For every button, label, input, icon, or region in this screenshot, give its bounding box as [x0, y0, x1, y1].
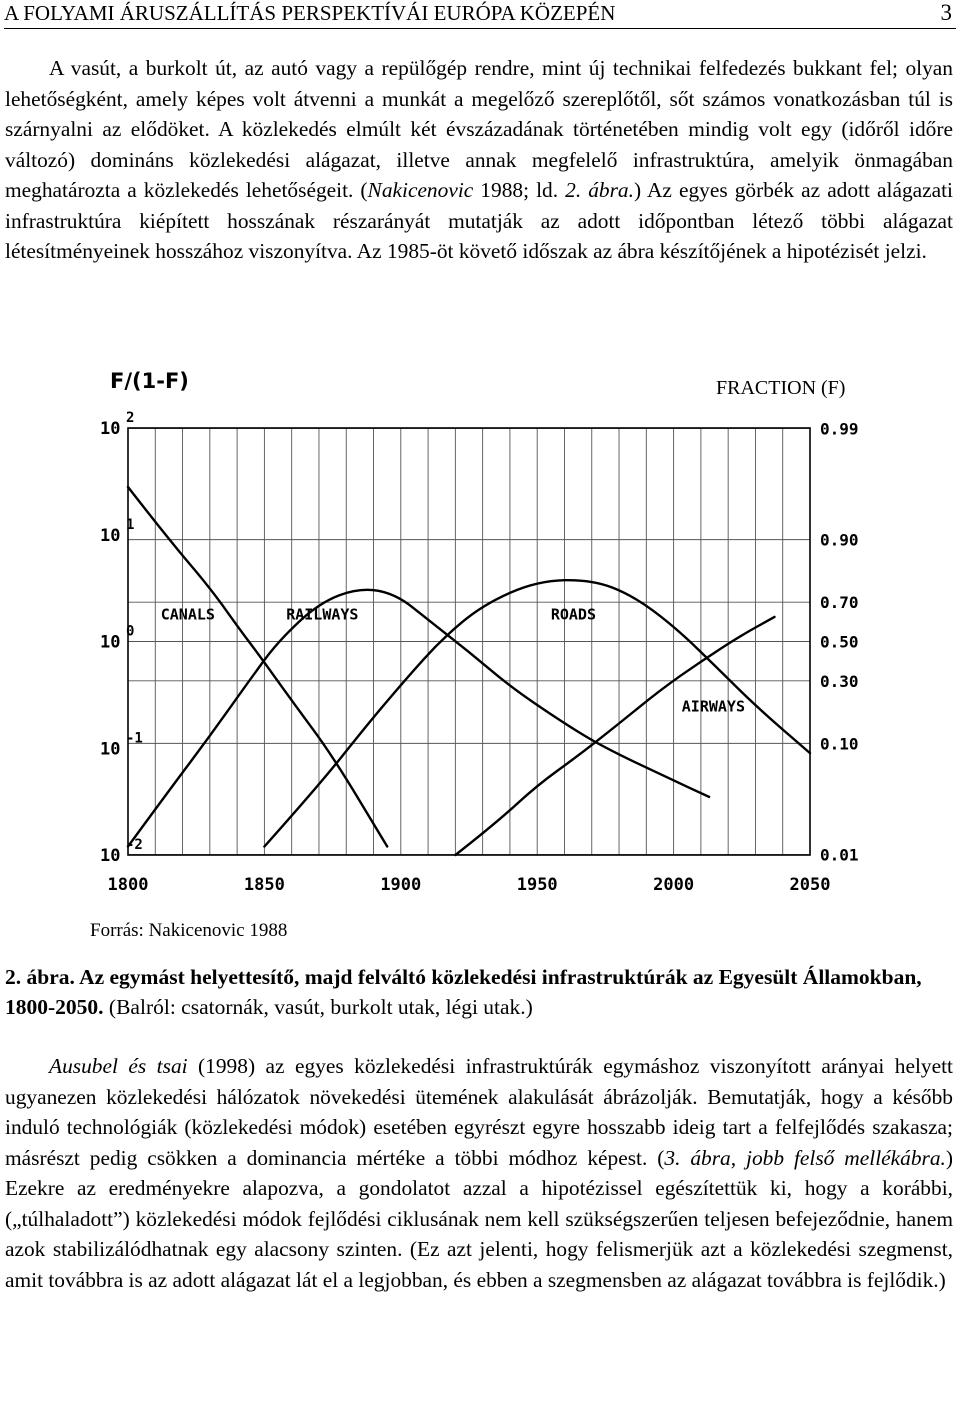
figure-reference: 2. ábra.	[565, 178, 634, 202]
y-tick-label-right: 0.01	[820, 845, 859, 865]
y-tick-exponent: 2	[126, 410, 135, 426]
y-tick-label-right: 0.50	[820, 632, 859, 652]
paragraph-text: 1988; ld.	[473, 178, 566, 202]
x-tick-label: 1900	[380, 875, 422, 895]
series-railways	[128, 590, 709, 847]
paragraph-text: ) Ezekre az eredményekre alapozva, a gondolatot azzal a hipotézissel egészítettük ki, hogy a korábbi, („túlhaladott”) közlekedési módok fejlődési ciklusának nem kell szükségszerűen teljesen befejeződnie, hanem azok stabilizálódhatnak egy alacsony szinten. (Ez azt jelenti, hogy felismerjük azt a közlekedési szegmenst, amit továbbra is az adott alágazat lát el a legjobban, és ebben a szegmensben az alágazat továbbra is fejlődik.)	[5, 1145, 954, 1292]
y-tick-label-right: 0.99	[820, 419, 859, 439]
x-tick-label: 1850	[243, 875, 285, 895]
running-header	[4, 0, 956, 29]
left-axis-title: F/(1-F)	[110, 369, 189, 393]
paragraph-text: (1998) az egyes közlekedési infrastruktúrák egymáshoz viszonyított arányai helyett ugyanezen közlekedési hálózatok növekedési ütemének alakulását ábrázolják. Bemutatják, hogy a később induló technológiák (közlekedési módok) esetében egyrészt egyre hosszabb ideig tart a felfejlődés szakasza; másrészt pedig csökken a dominancia mértéke a többi módhoz képest. (	[5, 1054, 953, 1170]
paragraph-text: ) Az egyes görbék az adott alágazati infrastruktúra kiépített hosszának részarányát mutatják az adott időpontban létező többi alágazat létesítményeinek hosszához viszonyítva. Az 1985-öt követő időszak az ábra készítőjének a hipotézisét jelzi.	[5, 178, 954, 263]
caption-title: 2. ábra. Az egymást helyettesítő, majd felváltó közlekedési infrastruktúrák az Egyesült Államokban, 1800-2050.	[5, 965, 922, 1019]
y-tick-label-left: 10	[100, 419, 121, 439]
y-tick-label-right: 0.10	[820, 734, 859, 754]
header-title: A FOLYAMI ÁRUSZÁLLÍTÁS PERSPEKTÍVÁI EURÓPA KÖZEPÉN	[4, 1, 616, 25]
y-tick-label-right: 0.70	[820, 593, 859, 613]
series-label-airways: AIRWAYS	[681, 697, 746, 716]
y-tick-exponent: -2	[126, 837, 143, 853]
series-label-canals: CANALS	[160, 605, 215, 624]
series-airways	[455, 617, 774, 855]
series-label-roads: ROADS	[550, 605, 596, 624]
series-label-railways: RAILWAYS	[286, 605, 359, 624]
x-tick-label: 1950	[516, 875, 558, 895]
y-tick-label-left: 10	[100, 739, 121, 760]
y-tick-exponent: 0	[126, 623, 135, 640]
series-layer	[128, 487, 810, 855]
x-tick-label: 1800	[107, 875, 149, 895]
figure-source: Forrás: Nakicenovic 1988	[90, 920, 288, 941]
y-tick-label-right: 0.30	[820, 671, 859, 691]
y-tick-label-left: 10	[100, 846, 121, 866]
body-paragraph-2	[5, 1051, 953, 1295]
label-layer	[161, 606, 745, 716]
citation-author: Nakicenovic	[367, 178, 474, 202]
citation-author: Ausubel és tsai	[49, 1054, 188, 1078]
y-tick-exponent: -1	[126, 730, 143, 747]
caption-note: (Balról: csatornák, vasút, burkolt utak, légi utak.)	[103, 995, 533, 1019]
figure-chart	[88, 358, 900, 918]
transport-substitution-chart	[88, 358, 900, 918]
x-tick-label: 2000	[653, 875, 695, 895]
axis-layer	[100, 369, 859, 895]
y-tick-exponent: 1	[126, 516, 135, 533]
x-tick-label: 2050	[789, 875, 831, 895]
figure-reference: 3. ábra, jobb felső mellékábra.	[664, 1145, 946, 1170]
figure-caption	[5, 962, 955, 1022]
right-axis-title: FRACTION (F)	[716, 377, 846, 399]
grid-layer	[128, 428, 810, 855]
y-tick-label-left: 10	[100, 525, 121, 546]
paragraph-text: A vasút, a burkolt út, az autó vagy a repülőgép rendre, mint új technikai felfedezés bukkant fel; olyan lehetőségként, amely képes volt átvenni a munkát a megelőző szereplőtől, sőt számos vonatkozásban túl is szárnyalni az elődöket. A közlekedés elmúlt két évszázadának történetében mindig volt egy (időről időre változó) domináns közlekedési alágazat, illetve annak megfelelő infrastruktúra, amelyik önmagában meghatározta a közlekedés lehetőségeit. (	[5, 56, 953, 202]
y-tick-label-left: 10	[100, 632, 121, 653]
body-paragraph-1	[5, 53, 953, 267]
page-number: 3	[940, 0, 952, 25]
y-tick-label-right: 0.90	[820, 530, 859, 550]
